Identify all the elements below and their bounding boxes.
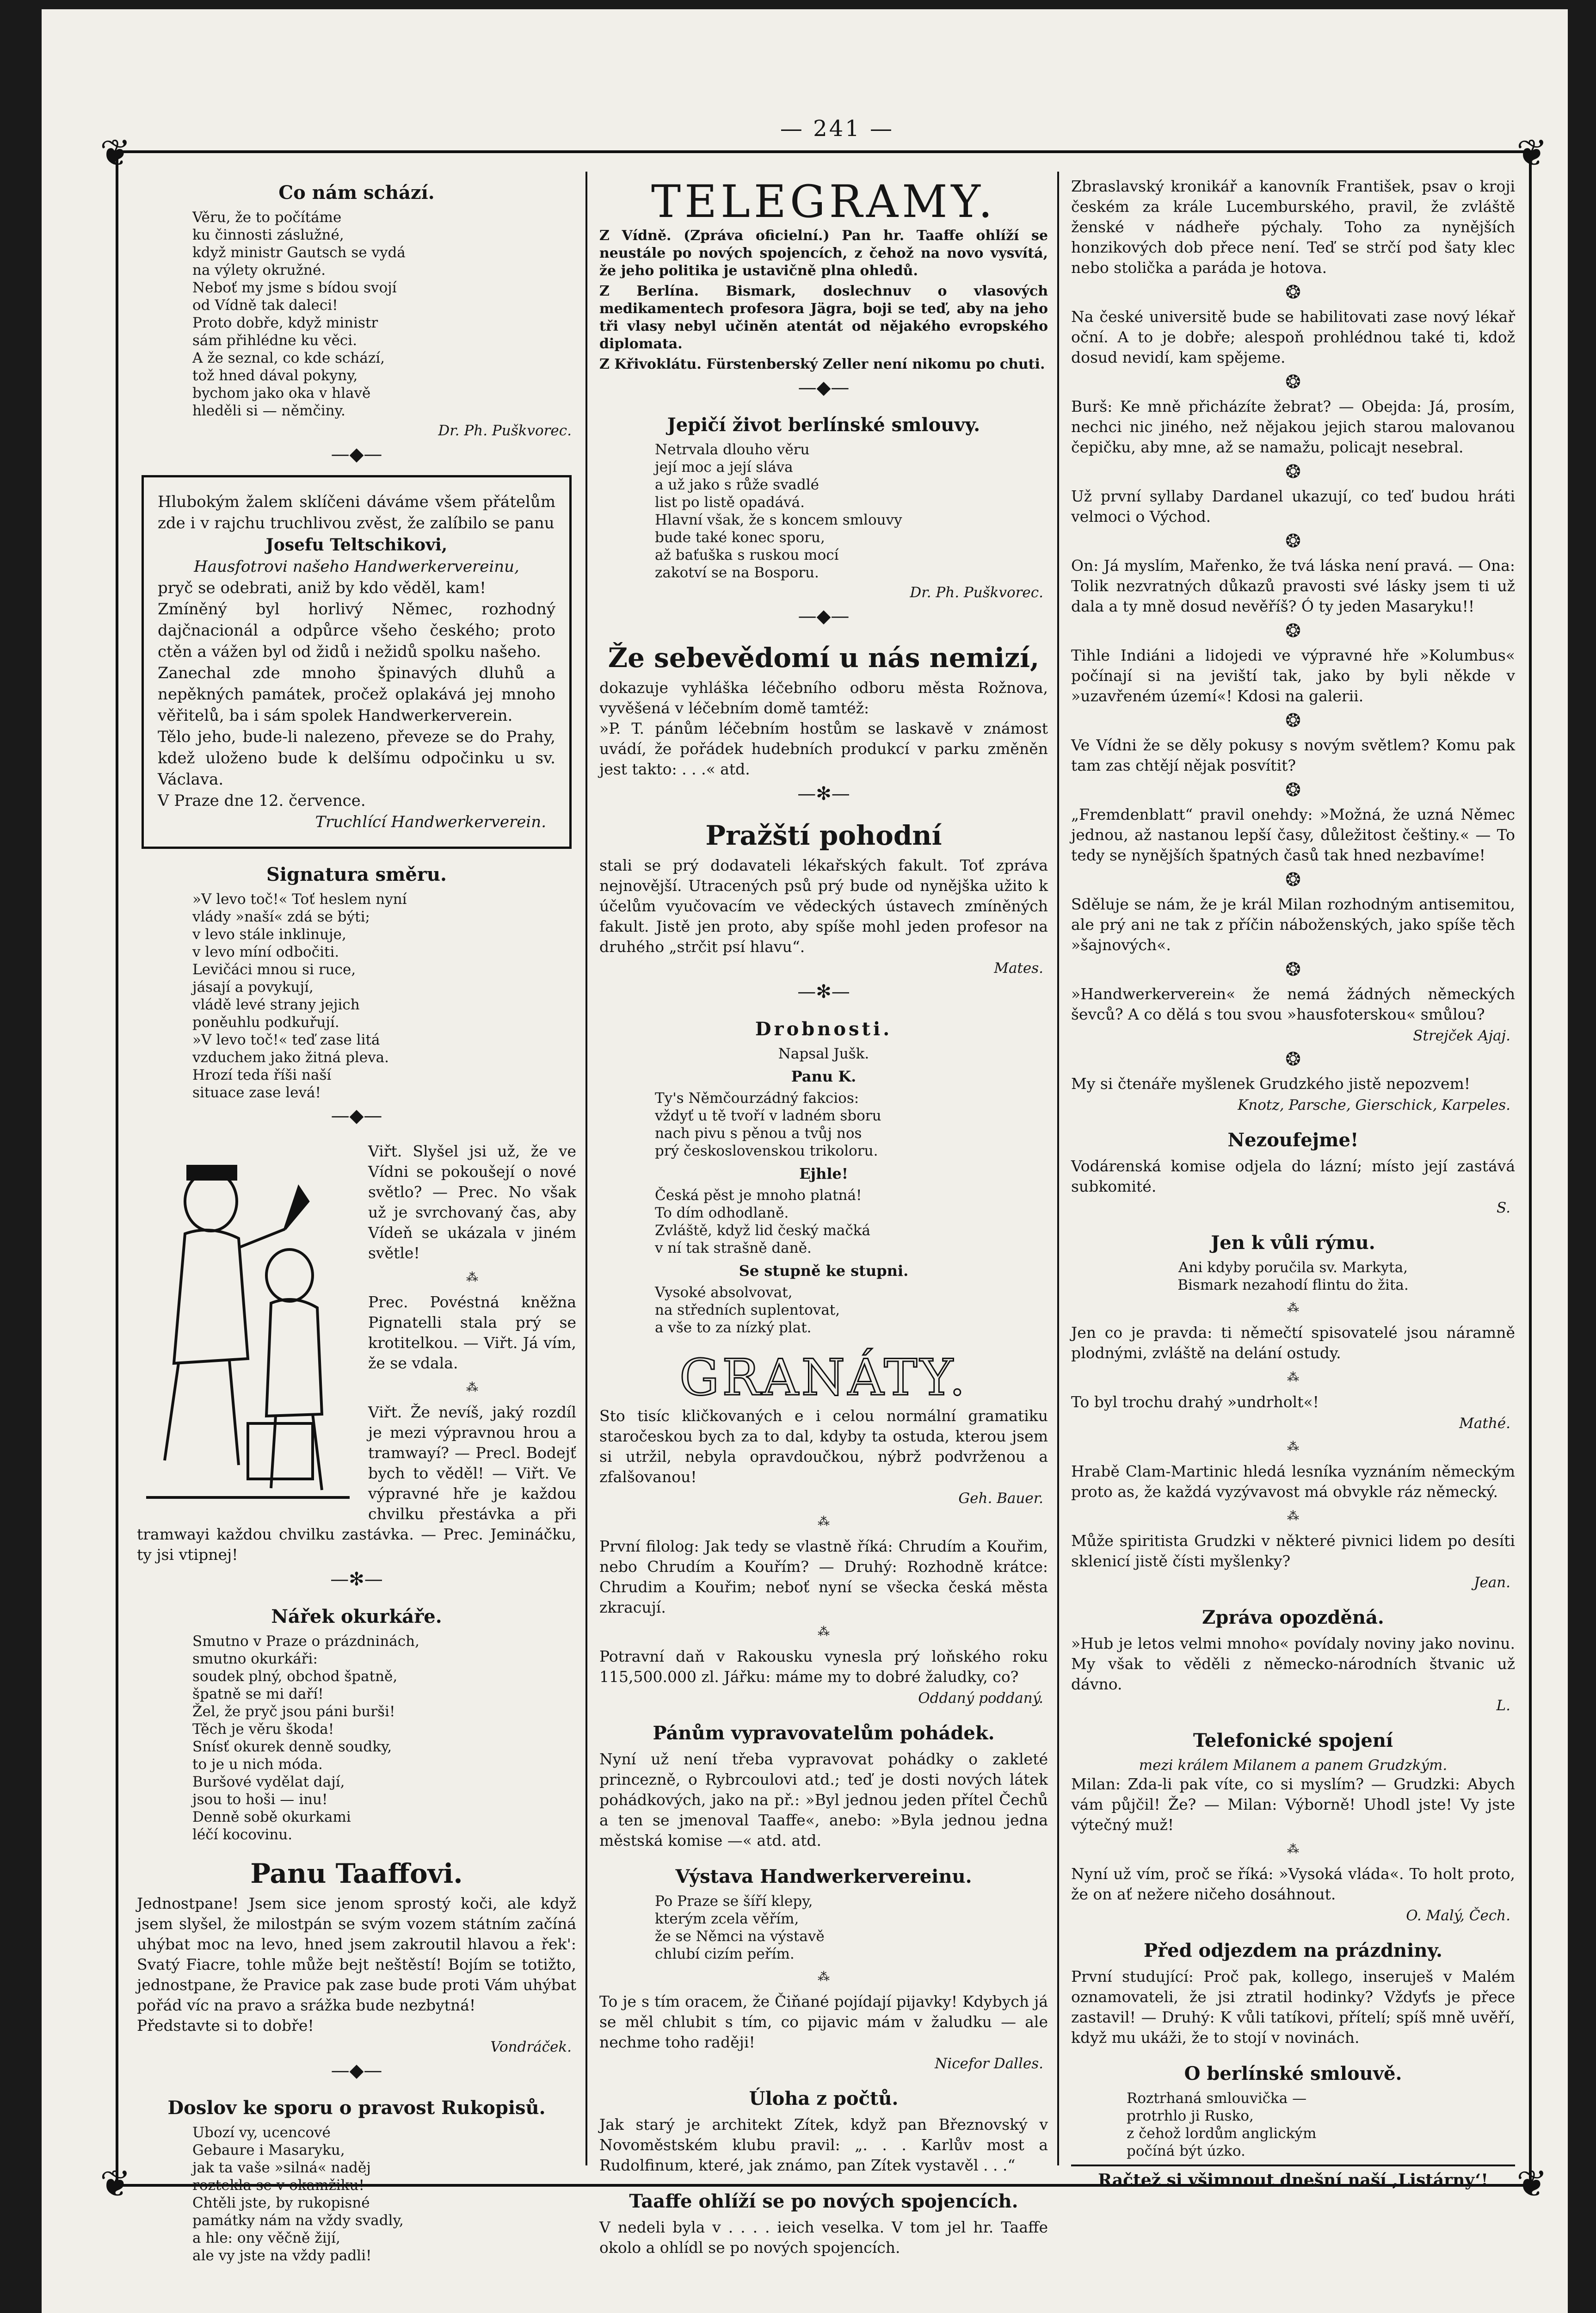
dialogue-paragraph: Viřt. Že nevíš, jaký rozdíl je mezi výpravnou hrou a tramwayí? — Precl. Bodejť bych to věděl! — Viřt. Ve výpravné hře je každou chvilku přestávka a při tramwayi každou chvilku zastávka. — Prec. Jemináčku, ty jsi vtipnej!: [137, 1403, 576, 1564]
poem-line: z čehož lordům anglickým: [1127, 2125, 1317, 2142]
poem-line: až baťuška s ruskou mocí: [655, 547, 839, 563]
article-title: Úloha z počtů.: [749, 2088, 899, 2109]
poem-line: smutno okurkáři:: [192, 1651, 318, 1667]
poem-line: Žel, že pryč jsou páni burši!: [192, 1703, 395, 1720]
poem-line: hleděli si — němčiny.: [192, 402, 345, 419]
telegram-item: Z Křivoklátu. Fürstenberský Zeller není nikomu po chuti.: [599, 356, 1045, 372]
grenade-ornament-icon: ❂: [1285, 282, 1301, 303]
separator-ornament-icon: —✻—: [330, 1569, 383, 1590]
newspaper-page: [42, 9, 1568, 2313]
column-rule: [1057, 172, 1059, 2165]
article-jepici-zivot: [599, 413, 1048, 602]
article-body: Tihle Indiáni a lidojedi ve výpravné hře »Kolumbus« počínají si na jeviští tak, jako by byli někde v »uzavřeném území«! Kdosi na galerii.: [1071, 646, 1515, 705]
poem-lines: [137, 891, 576, 1101]
author-signature: Nicefor Dalles.: [935, 2055, 1043, 2072]
article-body: stali se prý dodavateli lékařských fakult. Toť zpráva nejnovější. Utracených psů prý bude od nynějška užito k účelům vyučovacím ve vědeckých ústavech zmíněných fakult. Jistě jen proto, aby spíše mohl jeden profesor na druhého „strčit psí hlavu“.: [599, 856, 1048, 956]
article-body: To je s tím oracem, že Čiňané pojídají pijavky! Kdybych já se měl chlubit s tím, co pijavic mám v žaludku — ale nechme toho raději!: [599, 1992, 1048, 2051]
article-body: Představte si to dobře!: [137, 2016, 314, 2035]
poem-line: Věru, že to počítáme: [192, 209, 342, 226]
poem-line: špatně se mi daří!: [192, 1686, 324, 1702]
article-title: Že sebevědomí u nás nemizí,: [608, 642, 1040, 674]
poem-line: a hle: ony věčně žijí,: [192, 2230, 340, 2246]
poem-line: Hlavní však, že s koncem smlouvy: [655, 512, 902, 528]
article-body: Sděluje se nám, že je král Milan rozhodným antisemitou, ale prý ani ne tak z příčin náboženských, jako spíše těch »šajnových«.: [1071, 895, 1515, 954]
article-body: Hrabě Clam-Martinic hledá lesníka vyznáním německým proto as, že každá vyzývavost má obvykle ráz německý.: [1071, 1462, 1515, 1501]
poem-line: Denně sobě okurkami: [192, 1809, 351, 1825]
poem-line: To dím odhodlaně.: [655, 1205, 789, 1221]
poem-line: jásají a povykují,: [192, 979, 314, 996]
author-signature: Oddaný poddaný.: [918, 1690, 1043, 1707]
separator-ornament-icon: ⁂: [1287, 1509, 1299, 1523]
grenade-ornament-icon: ❂: [1285, 959, 1301, 980]
poem-line: a už jako s růže svadlé: [655, 476, 819, 493]
author-signature: Mathé.: [1459, 1415, 1510, 1432]
article-body: On: Já myslím, Mařenko, že tvá láska není pravá. — Ona: Tolik nezvratných důkazů pravosti své lásky jsem ti už dala a ty mně dosud nevěříš? Ó ty jeden Masaryku!!: [1071, 557, 1515, 615]
column-middle: [599, 153, 1048, 2257]
article-title: Jepičí život berlínské smlouvy.: [667, 414, 980, 436]
article-body: Vodárenská komise odjela do lázní; místo její zastává subkomité.: [1071, 1157, 1515, 1195]
article-signatura-smeru: [137, 863, 576, 1101]
poem-line: ale vy jste na vždy padli!: [192, 2247, 372, 2264]
article-dialogue: [137, 1141, 576, 1565]
poem-line: na středních suplentovat,: [655, 1302, 840, 1318]
poem-line: bychom jako oka v hlavě: [192, 385, 371, 402]
article-title: Jen k vůli rýmu.: [1211, 1232, 1375, 1254]
article-body: Nyní už není třeba vypravovat pohádky o zakleté princezně, o Rybrcoulovi atd.; teď je dosti nových látek pohádkových, jako na př.: »Byl jednou jeden přítel Čechů a ten se jmenoval Taaffe«, anebo: »Byla jednou jedna městská komise —« atd. atd.: [599, 1750, 1048, 1849]
obituary-box: [142, 475, 572, 849]
poem-line: Netrvala dlouho věru: [655, 441, 810, 458]
poem-line: jak ta vaše »silná« naděj: [192, 2159, 371, 2176]
poem-line: Snísť okurek denně soudky,: [192, 1738, 392, 1755]
poem-line: prý československou trikoloru.: [655, 1143, 878, 1159]
poem-line: Po Praze se šíří klepy,: [655, 1893, 813, 1910]
obituary-intro: Hlubokým žalem sklíčeni dáváme všem přátelům zde i v rajchu truchlivou zvěst, že zalíbilo se panu: [158, 493, 555, 532]
poem-line: to je u nich móda.: [192, 1756, 323, 1773]
poem-line: bude také konec sporu,: [655, 529, 825, 546]
grenade-ornament-icon: ❂: [1285, 1049, 1301, 1070]
poem-line: Těch je věru škoda!: [192, 1721, 334, 1738]
poem-line: Gebaure i Masaryku,: [192, 2142, 345, 2158]
article-title: Drobnosti.: [755, 1018, 893, 1040]
poem-line: ku činnosti záslužné,: [192, 227, 344, 243]
article-prazsti-pohodni: [599, 819, 1048, 977]
poem-line: Ty's Němčourzádný fakcios:: [655, 1090, 859, 1107]
poem-line: památky nám na vždy svadly,: [192, 2212, 404, 2229]
separator-ornament-icon: —✻—: [797, 981, 850, 1002]
dialogue-paragraph: Viřt. Slyšel jsi už, že ve Vídni se pokoušejí o nové světlo? — Prec. No však už je svrchovaný čas, aby Vídeň se ukázala v jiném světle!: [368, 1142, 576, 1262]
poem-line: její moc a její sláva: [655, 459, 793, 476]
article-title: Výstava Handwerkervereinu.: [675, 1866, 972, 1887]
listarna-notice: Račtež si všimnout dnešní naší ,Listárny‘!: [1071, 2165, 1515, 2191]
poem-line: vlády »naší« zdá se býti;: [192, 909, 370, 925]
article-body: Jen co je pravda: ti němečtí spisovatelé jsou náramně plodnými, zvláště na delání ostudy.: [1071, 1323, 1515, 1362]
poem-line: vládě levé strany jejich: [192, 996, 360, 1013]
separator-ornament-icon: ⁂: [466, 1271, 478, 1285]
article-telefonicke-spojeni: [1071, 1729, 1515, 1925]
poem-line: že se Němci na výstavě: [655, 1928, 825, 1945]
article-vypravovatelum: [599, 1721, 1048, 1851]
article-body: dokazuje vyhláška léčebního odboru města Rožnova, vyvěšená v léčebním domě tamtéž:: [599, 679, 1048, 717]
article-quote: »P. T. pánům léčebním hostům se laskavě v známost uvádí, že pořádek hudebních produkcí v parku změněn jest takto: . . .« atd.: [599, 719, 1048, 778]
poem-line: »V levo toč!« teď zase litá: [192, 1032, 380, 1048]
article-granaty: [599, 1350, 1048, 1707]
article-body: Může spiritista Grudzki v některé pivnici lidem po desíti sklenicí jistě čísti myšlenky?: [1071, 1532, 1515, 1570]
article-body: Jak starý je architekt Zítek, když pan Březnovský v Novoměstském klubu pravil: „. . . Karlův most a Rudolfinum, které, jak známo, pan Zítek vystavěl . . .“: [599, 2115, 1048, 2174]
obituary-text: Zanechal zde mnoho špinavých dluhů a nepěkných památek, pročež oplakává jej mnoho věřitelů, ba i sám spolek Handwerkerverein.: [158, 664, 555, 725]
poem-lines: [137, 209, 576, 420]
poem-line: sám přihlédne ku věci.: [192, 332, 357, 349]
grenade-ornament-icon: ❂: [1285, 461, 1301, 482]
author-signature: Knotz, Parsche, Gierschick, Karpeles.: [1238, 1097, 1510, 1113]
obituary-signature: Truchlící Handwerkerverein.: [315, 813, 546, 831]
poem-line: od Vídně tak daleci!: [192, 297, 338, 314]
subheading: Se stupně ke stupni.: [739, 1262, 909, 1280]
poem-lines: [599, 441, 1048, 581]
obituary-name: Josefu Teltschikovi,: [265, 535, 448, 555]
article-body: První filolog: Jak tedy se vlastně říká: Chrudím a Kouřim, nebo Chrudím a Kouřím? — Druhý: Rozhodně krátce: Chrudim a Kouřim; neboť nyní se všecka česká města zkracují.: [599, 1537, 1048, 1616]
article-title: Pražští pohodní: [705, 820, 942, 851]
article-title: Před odjezdem na prázdniny.: [1144, 1940, 1442, 1961]
obituary-text: Tělo jeho, bude-li nalezeno, převeze se do Prahy, kdež uloženo bude k delšímu odpočinku u sv. Václava.: [158, 728, 555, 789]
author-signature: O. Malý, Čech.: [1406, 1907, 1510, 1924]
subheading: Ejhle!: [799, 1165, 848, 1182]
poem-lines: [599, 1187, 1048, 1257]
article-body: Na české universitě bude se habilitovati zase nový lékař oční. A to je dobře; alespoň prohlédnou také ti, kdož dosud nevidí, kam spějeme.: [1071, 308, 1515, 366]
poem-line: když ministr Gautsch se vydá: [192, 244, 406, 261]
article-pred-odjezdem: [1071, 1939, 1515, 2048]
poem-lines: [599, 1284, 1048, 1336]
poem-line: Bismark nezahodí flintu do žita.: [1177, 1277, 1409, 1293]
article-co-nam-schazi: [137, 181, 576, 440]
article-spojenci: [599, 2189, 1048, 2258]
article-doslov: [137, 2096, 576, 2264]
article-title: Nezoufejme!: [1227, 1129, 1359, 1151]
page-frame: [100, 131, 1547, 2264]
poem-line: léčí kocovinu.: [192, 1826, 293, 1843]
poem-line: jsou to hoši — inu!: [192, 1791, 328, 1808]
grenade-ornament-icon: ❂: [1285, 779, 1301, 801]
poem-line: vždyť u tě tvoří v ladném sboru: [655, 1107, 881, 1124]
poem-line: Levičáci mnou si ruce,: [192, 961, 356, 978]
article-zprava-opozdena: [1071, 1606, 1515, 1715]
author-signature: L.: [1496, 1697, 1510, 1714]
article-uloha: [599, 2087, 1048, 2176]
article-title: Pánům vypravovatelům pohádek.: [653, 1722, 995, 1744]
column-right: [1071, 153, 1515, 2190]
poem-line: kterým zcela věřím,: [655, 1911, 799, 1927]
poem-line: na výlety okružné.: [192, 262, 326, 278]
grenade-ornament-icon: ❂: [1285, 620, 1301, 642]
poem-line: Zvláště, když lid český mačká: [655, 1222, 870, 1239]
article-body: Nyní už vím, proč se říká: »Vysoká vláda«. To holt proto, že on ať nežere ničeho dosáhnout.: [1071, 1865, 1515, 1903]
poem-line: tož hned dával pokyny,: [192, 367, 358, 384]
article-telegramy: [599, 176, 1048, 373]
separator-ornament-icon: —◆—: [798, 606, 850, 627]
poem-line: Ubozí vy, ucencové: [192, 2124, 331, 2141]
separator-ornament-icon: —◆—: [798, 377, 850, 398]
column-left: [137, 153, 576, 2264]
poem-lines: [599, 1089, 1048, 1160]
poem-lines: [599, 1892, 1048, 1963]
article-title: O berlínské smlouvě.: [1184, 2063, 1402, 2084]
corner-ornament-icon: ❦: [1516, 2162, 1547, 2205]
article-body: Už první syllaby Dardanel ukazují, co teď budou hráti velmoci o Východ.: [1071, 487, 1515, 526]
granaty-continued: [1071, 176, 1515, 1114]
grenade-ornament-icon: ❂: [1285, 371, 1301, 393]
article-title: Zpráva opozděná.: [1202, 1607, 1384, 1628]
article-body: Milan: Zda-li pak víte, co si myslím? — Grudzki: Abych vám půjčil! Že? — Milan: Výborně! Uhodl jste! Vy jste výtečný muž!: [1071, 1775, 1515, 1834]
article-panu-taaffovi: [137, 1857, 576, 2056]
article-narek-okurkare: [137, 1605, 576, 1843]
article-title: Signatura směru.: [266, 864, 447, 885]
article-body: Ve Vídni že se děly pokusy s novým světlem? Komu pak tam zas chtějí nějak posvítit?: [1071, 736, 1515, 774]
poem-line: Roztrhaná smlouvička —: [1127, 2090, 1307, 2107]
corner-ornament-icon: ❦: [100, 2162, 131, 2205]
dialogue-paragraph: Prec. Povéstná kněžna Pignatelli stala prý se krotitelkou. — Viřt. Já vím, že se vdala.: [368, 1293, 576, 1372]
article-title: Co nám schází.: [278, 182, 435, 204]
separator-ornament-icon: —◆—: [331, 2060, 382, 2081]
article-title: Doslov ke sporu o pravost Rukopisů.: [167, 2097, 546, 2119]
cartoon-illustration: [137, 1146, 359, 1507]
telegram-item: Z Berlína. Bismark, doslechnuv o vlasových medikamentech profesora Jägra, boji se teď, aby na jeho tři vlasy nebyl učiněn atentát od nějakého evropského diplomata.: [599, 283, 1048, 352]
page-number: — 241 —: [780, 116, 894, 142]
poem-line: list po listě opadává.: [655, 494, 805, 511]
separator-ornament-icon: ⁂: [1287, 1371, 1299, 1385]
section-heading: TELEGRAMY.: [651, 176, 997, 228]
separator-ornament-icon: —◆—: [331, 444, 382, 465]
poem-lines: [137, 2124, 576, 2264]
poem-line: protrhlo ji Rusko,: [1127, 2108, 1254, 2124]
author-signature: Vondráček.: [490, 2039, 572, 2055]
article-body: Zbraslavský kronikář a kanovník František, psav o kroji českém za krále Lucemburského, pravil, že zvláště ženské v nádheře pýchaly. Toho za nynějších honzikových dob přece není. Teď se strčí pod šaty klec nebo stolička a paráda je hotova.: [1071, 177, 1515, 277]
poem-line: a vše to za nízký plat.: [655, 1319, 812, 1336]
poem-line: v levo míní odbočiti.: [192, 944, 339, 960]
article-body: »Handwerkerverein« že nemá žádných německých ševců? A co dělá s tou svou »hausfoterskou« smůlou?: [1071, 985, 1515, 1023]
separator-ornament-icon: —◆—: [331, 1105, 382, 1126]
article-title: Panu Taaffovi.: [250, 1858, 463, 1889]
column-rule: [585, 172, 587, 2165]
telegram-item: Z Vídně. (Zpráva oficielní.) Pan hr. Taaffe ohlíží se neustále po nových spojencích, z čehož na novo vysvítá, že jeho politika je ustavičně plna ohledů.: [599, 228, 1048, 279]
poem-line: Česká pěst je mnoho platná!: [655, 1187, 862, 1204]
author-signature: Dr. Ph. Puškvorec.: [438, 422, 572, 439]
article-body: Sto tisíc kličkovaných e i celou normální gramatiku staročeskou bych za to dal, kdyby ta ostuda, kterou jsem si utržil, nebyla opravdoučkou, nýbrž podvrženou a zfalšovanou!: [599, 1407, 1048, 1486]
poem-line: roztekla se v okamžiku!: [192, 2177, 364, 2194]
article-body: První studující: Proč pak, kollego, inseruješ v Malém oznamovateli, že jsi ztratil hodinky? Vždyťs je přece zastavil! — Druhý: K vůli tatíkovi, přítelí; spíš mně uvěří, když mu ukáži, že to stojí v novinách.: [1071, 1967, 1515, 2047]
poem-line: Vysoké absolvovat,: [655, 1284, 793, 1301]
article-body: »Hub je letos velmi mnoho« povídaly noviny jako novinu. My však to věděli z německo-národních štvanic už dávno.: [1071, 1634, 1515, 1693]
article-body: V nedeli byla v . . . . ieich veselka. V tom jel hr. Taaffe okolo a ohlídl se po nových spojencích.: [599, 2218, 1048, 2257]
article-body: Burš: Ke mně přicházíte žebrat? — Obejda: Já, prosím, nechci nic jiného, než nějakou jejich starou malovanou čepičku, aby mne, až se namažu, policajt nesebral.: [1071, 397, 1515, 456]
poem-line: »V levo toč!« Toť heslem nyní: [192, 891, 407, 908]
grenade-ornament-icon: ❂: [1285, 531, 1301, 552]
poem-line: Neboť my jsme s bídou svojí: [192, 279, 397, 296]
poem-line: Hrozí teda říši naší: [192, 1067, 332, 1083]
article-title: Taaffe ohlíží se po nových spojencích.: [629, 2190, 1018, 2212]
article-body: Potravní daň v Rakousku vynesla prý loňského roku 115,500.000 zl. Jářku: máme my to dobré žaludky, co?: [599, 1647, 1048, 1686]
article-jen-k-vuli-rymu: [1071, 1231, 1515, 1592]
poem-line: v levo stále inklinuje,: [192, 926, 346, 943]
poem-line: soudek plný, obchod špatně,: [192, 1668, 398, 1685]
grenade-ornament-icon: ❂: [1285, 710, 1301, 731]
article-berlinske-smlouve: [1071, 2062, 1515, 2160]
poem-line: nach pivu s pěnou a tvůj nos: [655, 1125, 862, 1142]
poem-line: Proto dobře, když ministr: [192, 315, 378, 331]
separator-ornament-icon: ⁂: [1287, 1843, 1299, 1856]
obituary-date: V Praze dne 12. července.: [158, 792, 366, 810]
poem-lines: [1071, 1259, 1515, 1294]
poem-line: chlubí cizím peřím.: [655, 1946, 795, 1962]
poem-line: Smutno v Praze o prázdninách,: [192, 1633, 419, 1650]
article-sebevedomi: [599, 642, 1048, 779]
separator-ornament-icon: ⁂: [818, 1515, 830, 1529]
article-body: „Fremdenblatt“ pravil onehdy: »Možná, že uzná Němec jednou, až nastanou lepší časy, důležitost češtiny.« — To tedy se nynějších špatných časů tak hned nezbavíme!: [1071, 805, 1515, 864]
article-byline: Napsal Jušk.: [778, 1045, 869, 1062]
poem-line: Buršové vydělat dají,: [192, 1774, 345, 1790]
obituary-role: Hausfotrovi našeho Handwerkervereinu,: [194, 557, 519, 576]
article-body: Jednostpane! Jsem sice jenom sprostý koči, ale když jsem slyšel, že milostpán se svým vozem státním začíná uhýbat moc na levo, hned jsem zakroutil hlavou a řek': Svatý Fiacre, tohle může bejt neštěstí! Bojím se totižto, jednostpane, že Pravice pak zase bude proti Vám uhýbat pořád víc na pravo a srážka bude nezbytná!: [137, 1894, 576, 2014]
poem-lines: [1071, 2090, 1515, 2160]
poem-line: A že seznal, co kde schází,: [192, 350, 385, 366]
separator-ornament-icon: ⁂: [1287, 1440, 1299, 1454]
article-title: Nářek okurkáře.: [271, 1606, 442, 1627]
grenade-ornament-icon: ❂: [1285, 869, 1301, 891]
article-body: My si čtenáře myšlenek Grudzkého jistě nepozvem!: [1071, 1075, 1471, 1093]
poem-line: vzduchem jako žitná pleva.: [192, 1049, 389, 1066]
author-signature: Strejček Ajaj.: [1413, 1027, 1510, 1044]
separator-ornament-icon: ⁂: [466, 1381, 478, 1395]
poem-line: počíná být úzko.: [1127, 2143, 1245, 2159]
author-signature: S.: [1497, 1200, 1510, 1216]
separator-ornament-icon: ⁂: [818, 1970, 830, 1984]
separator-ornament-icon: —✻—: [797, 783, 850, 804]
corner-ornament-icon: ❦: [100, 131, 131, 174]
corner-ornament-icon: ❦: [1516, 131, 1547, 174]
poem-line: Chtěli jste, by rukopisné: [192, 2195, 370, 2211]
author-signature: Jean.: [1473, 1574, 1510, 1591]
article-title: Telefonické spojení: [1193, 1730, 1393, 1751]
article-vystava: [599, 1865, 1048, 2073]
author-signature: Dr. Ph. Puškvorec.: [910, 584, 1043, 601]
article-nezoufejme: [1071, 1128, 1515, 1217]
poem-line: situace zase levá!: [192, 1084, 321, 1101]
section-heading: GRANÁTY.: [679, 1349, 968, 1407]
poem-line: poněuhlu podkuřují.: [192, 1014, 339, 1031]
separator-ornament-icon: ⁂: [818, 1625, 830, 1639]
article-drobnosti: [599, 1017, 1048, 1336]
author-signature: Mates.: [994, 960, 1043, 977]
subheading: Panu K.: [791, 1068, 857, 1085]
separator-ornament-icon: ⁂: [1287, 1301, 1299, 1315]
poem-line: zakotví se na Bosporu.: [655, 564, 819, 581]
poem-line: Ani kdyby poručila sv. Markyta,: [1178, 1259, 1408, 1276]
poem-line: v ní tak strašně daně.: [655, 1240, 812, 1256]
article-subtitle: mezi králem Milanem a panem Grudzkým.: [1139, 1757, 1448, 1774]
obituary-text: pryč se odebrati, aniž by kdo věděl, kam!: [158, 579, 486, 597]
poem-lines: [137, 1633, 576, 1843]
article-body: To byl trochu drahý »undrholt«!: [1071, 1393, 1319, 1411]
author-signature: Geh. Bauer.: [958, 1490, 1043, 1507]
obituary-text: Zmíněný byl horlivý Němec, rozhodný dajčnacionál a odpůrce všeho českého; proto ctěn a vážen byl od židů i nežidů spolku našeho.: [158, 600, 555, 661]
